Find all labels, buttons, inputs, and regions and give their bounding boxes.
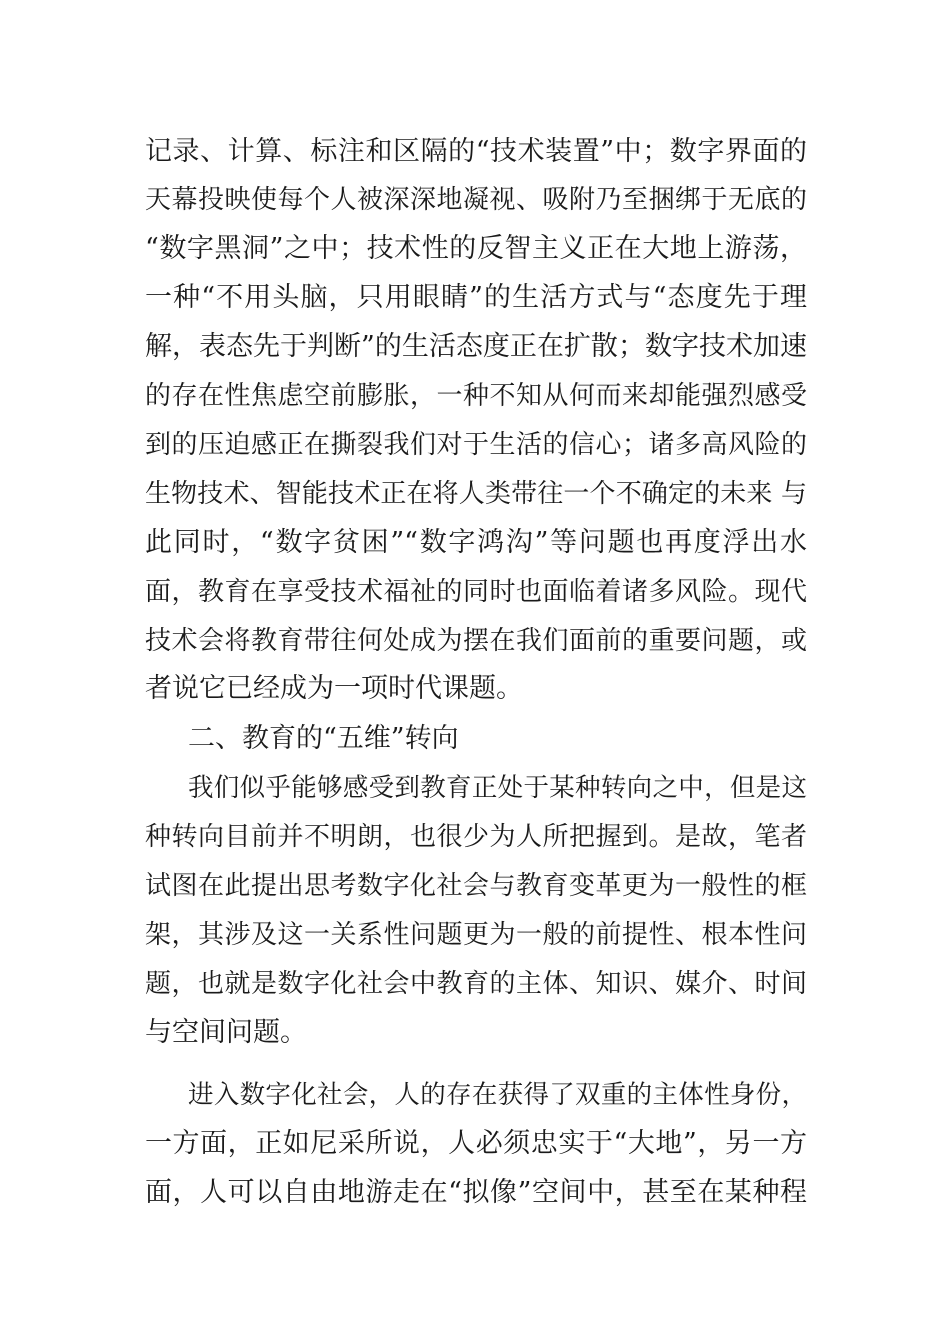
text-line: 面，教育在享受技术福祉的同时也面临着诸多风险。现代 [145,577,807,607]
text-line: 题，也就是数字化社会中教育的主体、知识、媒介、时间 [145,969,807,999]
text-line: 架，其涉及这一关系性问题更为一般的前提性、根本性问 [145,920,807,950]
text-line: 一方面，正如尼采所说，人必须忠实于“大地”，另一方 [145,1128,807,1159]
text-line: 技术会将教育带往何处成为摆在我们面前的重要问题，或 [145,626,807,656]
text-line: 的存在性焦虑空前膨胀，一种不知从何而来却能强烈感受 [145,381,807,411]
text-line: 记录、计算、标注和区隔的“技术装置”中；数字界面的 [145,136,807,167]
text-line: 进入数字化社会，人的存在获得了双重的主体性身份， [188,1080,807,1110]
text-line: 面，人可以自由地游走在“拟像”空间中，甚至在某种程 [145,1177,807,1208]
text-line: 与空间问题。 [145,1017,307,1048]
text-line: “数字黑洞”之中；技术性的反智主义正在大地上游荡， [145,233,807,264]
text-line: 一种“不用头脑，只用眼睛”的生活方式与“态度先于理 [145,282,807,313]
text-line: 天幕投映使每个人被深深地凝视、吸附乃至捆绑于无底的 [145,185,807,215]
text-line: 种转向目前并不明朗，也很少为人所把握到。是故，笔者 [145,822,807,852]
text-line: 到的压迫感正在撕裂我们对于生活的信心；诸多高风险的 [145,430,807,460]
text-line: 者说它已经成为一项时代课题。 [145,673,523,704]
section-heading: 二、教育的“五维”转向 [188,723,459,754]
text-line: 试图在此提出思考数字化社会与教育变革更为一般性的框 [145,871,807,901]
text-line: 此同时，“数字贫困”“数字鸿沟”等问题也再度浮出水 [145,527,807,558]
text-line: 我们似乎能够感受到教育正处于某种转向之中，但是这 [188,773,807,803]
text-line: 解，表态先于判断”的生活态度正在扩散；数字技术加速 [145,331,807,362]
text-line: 生物技术、智能技术正在将人类带往一个不确定的未来 与 [145,479,807,509]
